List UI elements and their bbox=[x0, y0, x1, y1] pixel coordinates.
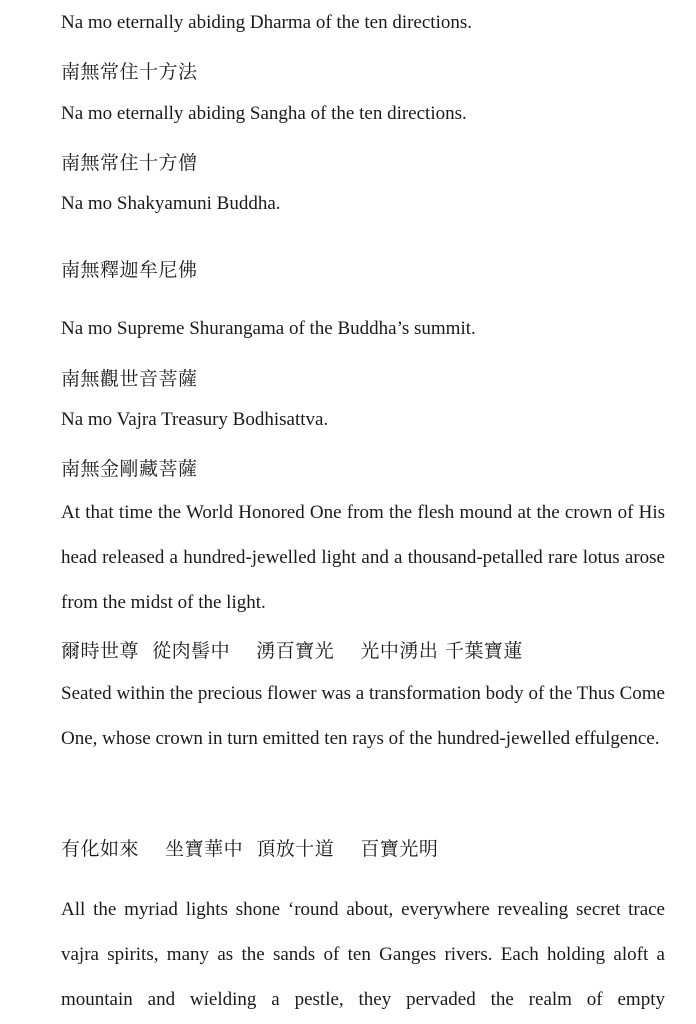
paragraph-transformation-body-zh: 有化如來 坐寶華中 頂放十道 百寶光明 bbox=[61, 838, 439, 860]
text-line-vajra-treasury-en: Na mo Vajra Treasury Bodhisattva. bbox=[61, 409, 329, 430]
text-line-shakyamuni-en: Na mo Shakyamuni Buddha. bbox=[61, 193, 281, 214]
paragraph-lotus-light-zh: 爾時世尊 從肉髻中 湧百寶光 光中湧出 千葉寶蓮 bbox=[61, 640, 523, 662]
text-line-vajra-treasury-zh: 南無金剛藏菩薩 bbox=[61, 458, 198, 480]
text-line-dharma-en: Na mo eternally abiding Dharma of the ten directions. bbox=[61, 12, 473, 33]
text-line-dharma-zh: 南無常住十方法 bbox=[61, 61, 198, 83]
paragraph-vajra-spirits: All the myriad lights shone ‘round about, everywhere revealing secret trace vajra spirits, many as the sands of ten Ganges rivers. Each holding aloft a mountain and wielding a pestle, they pervaded the realm of empty bbox=[61, 899, 665, 1010]
text-line-sangha-en: Na mo eternally abiding Sangha of the ten directions. bbox=[61, 103, 467, 124]
text-line-shakyamuni-zh: 南無釋迦牟尼佛 bbox=[61, 259, 198, 281]
paragraph-transformation-body: Seated within the precious flower was a transformation body of the Thus Come One, whose crown in turn emitted ten rays of the hundred-jewelled effulgence. bbox=[61, 683, 665, 749]
paragraph-lotus-light: At that time the World Honored One from the flesh mound at the crown of His head released a hundred-jewelled light and a thousand-petalled rare lotus arose from the midst of the light. bbox=[61, 502, 665, 613]
text-line-sangha-zh: 南無常住十方僧 bbox=[61, 152, 198, 174]
text-line-shurangama-en: Na mo Supreme Shurangama of the Buddha’s summit. bbox=[61, 318, 476, 339]
text-line-guanyin-zh: 南無觀世音菩薩 bbox=[61, 368, 198, 390]
